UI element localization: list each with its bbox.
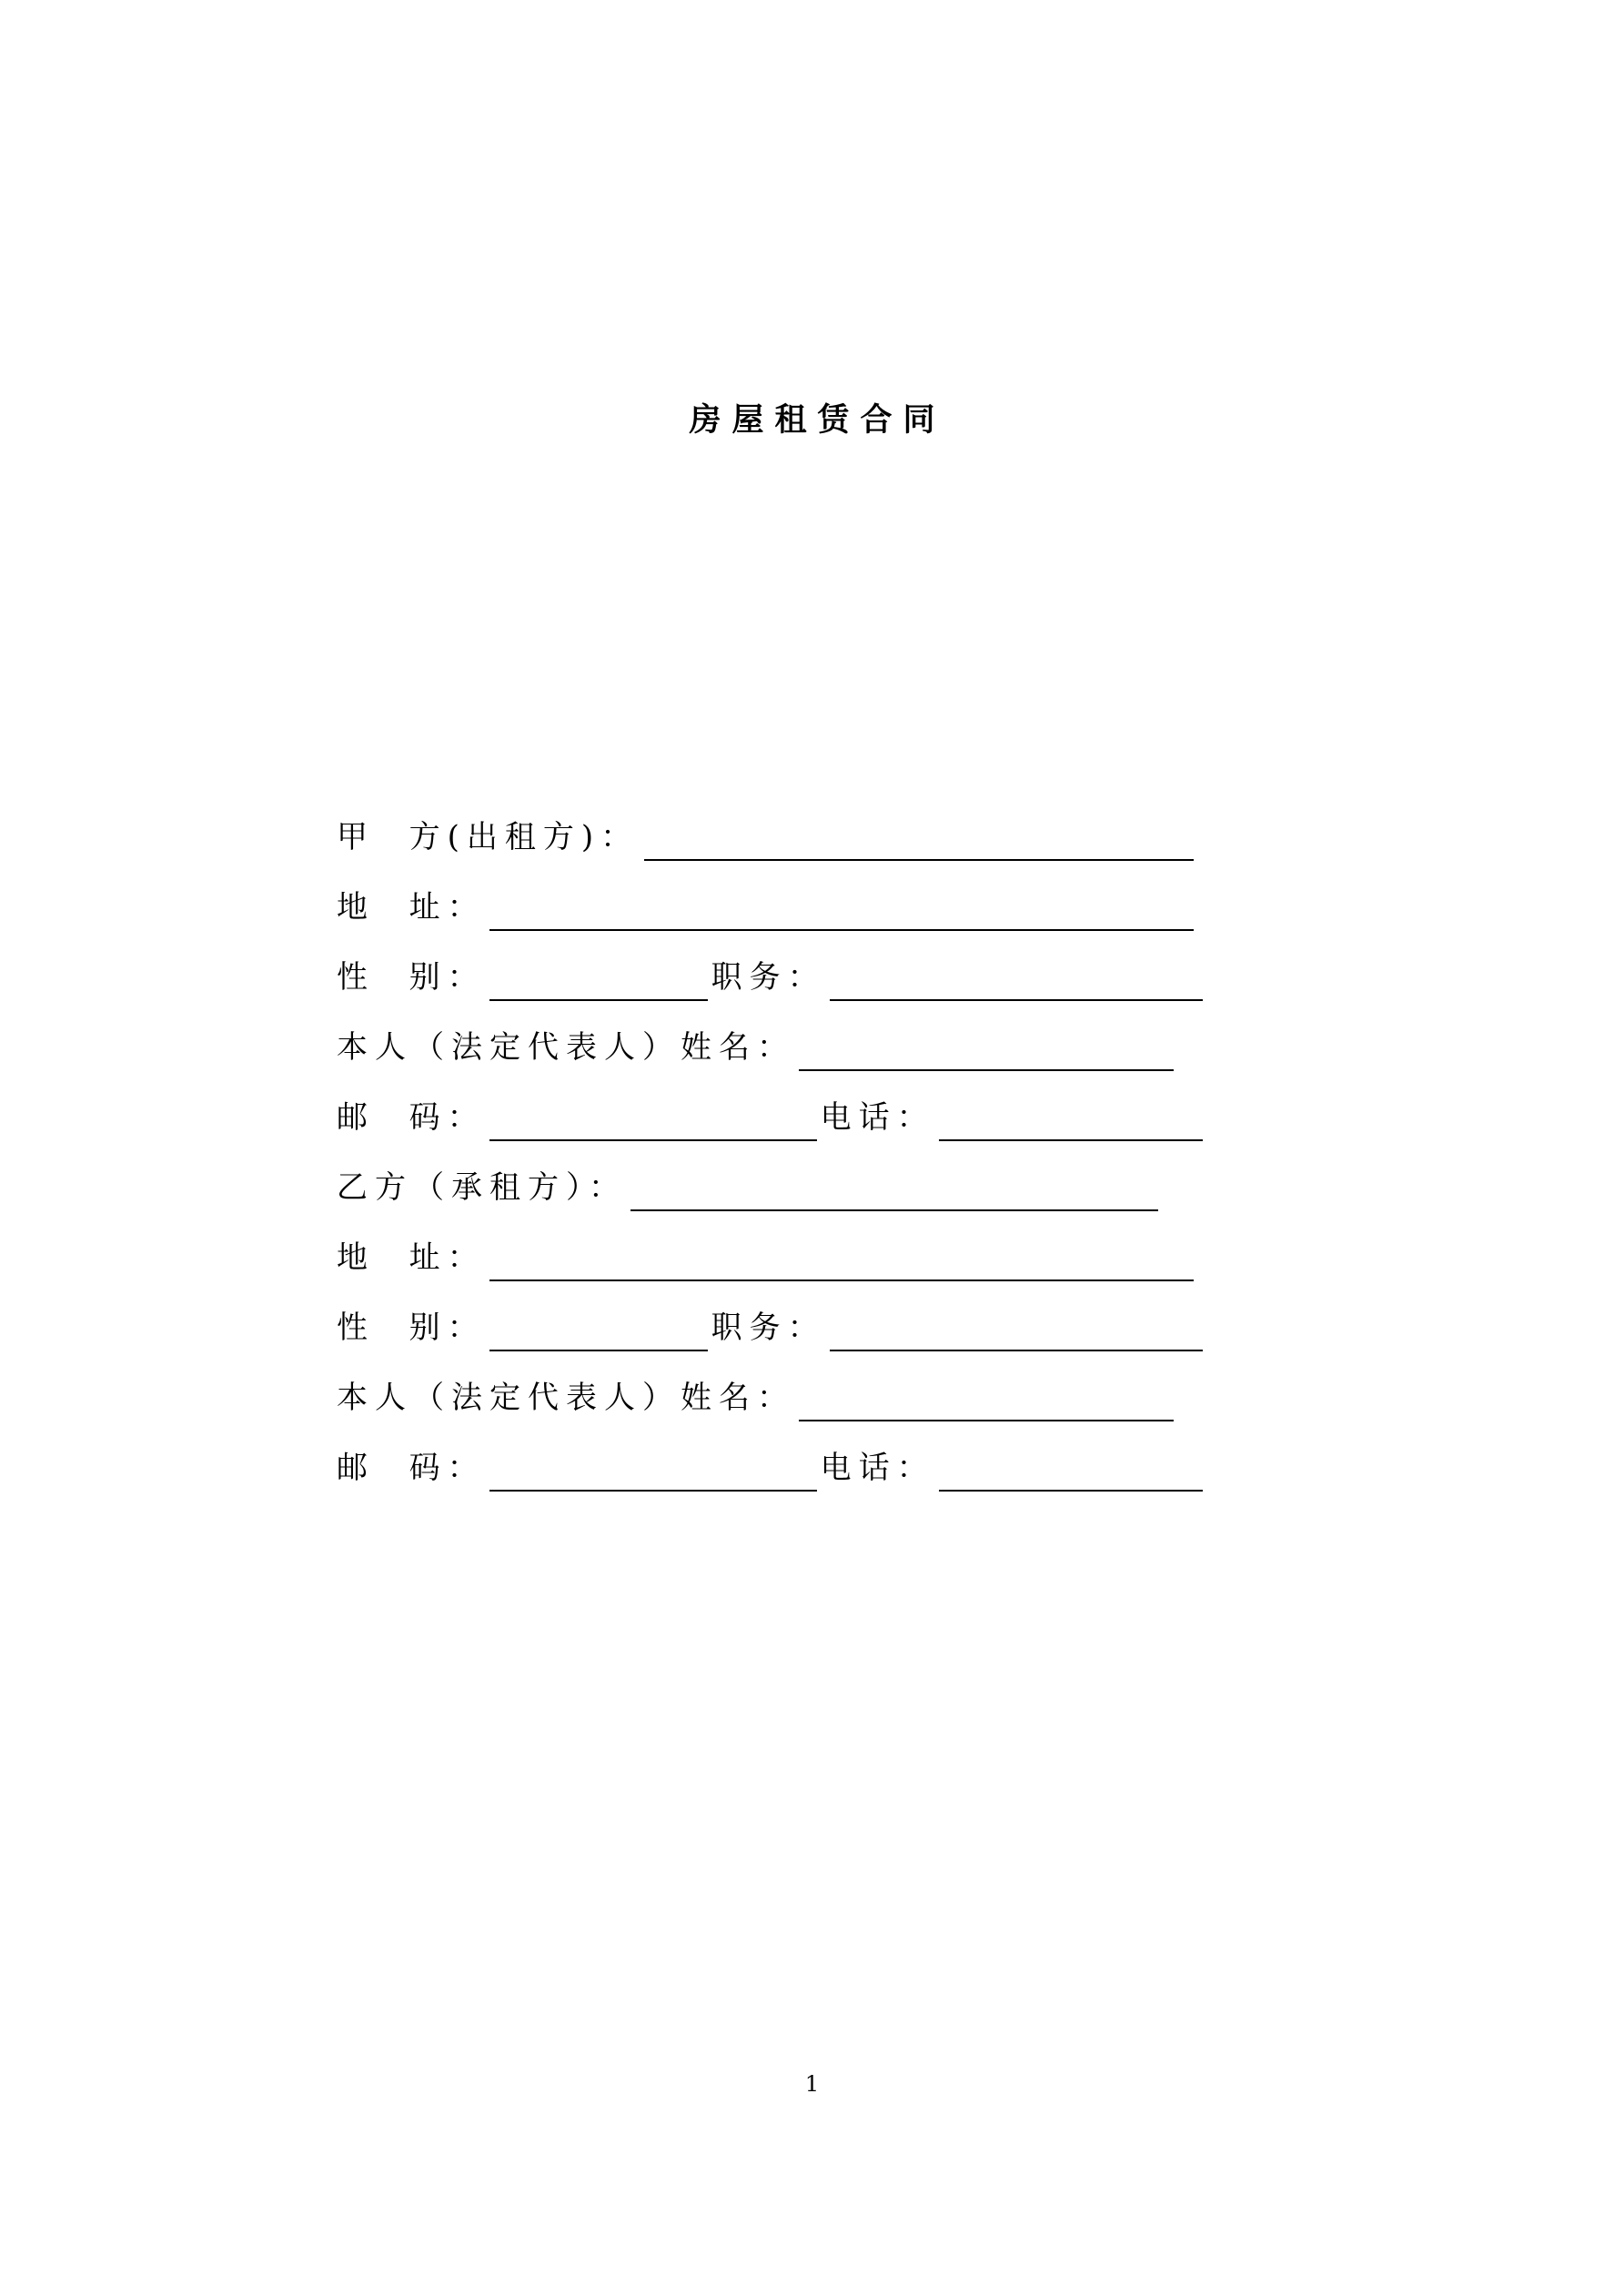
party-b-phone-label: 电话： (820, 1450, 935, 1486)
party-a-representative-row (337, 1020, 1174, 1071)
party-a-phone-field[interactable] (939, 1101, 1203, 1141)
party-a-name-field[interactable] (644, 821, 1194, 861)
party-b-representative-field[interactable] (799, 1381, 1174, 1421)
party-a-representative-field[interactable] (799, 1031, 1174, 1071)
party-b-representative-label: 本人（法定代表人）姓名： (337, 1380, 795, 1416)
party-a-position-field[interactable] (830, 961, 1203, 1001)
party-b-postcode-phone-row (337, 1441, 1203, 1492)
party-b-name-row (337, 1160, 1158, 1211)
party-a-postcode-phone-row (337, 1090, 1203, 1141)
party-a-phone-label: 电话： (820, 1099, 935, 1136)
party-a-gender-position-row (337, 950, 1203, 1001)
party-b-postcode-field[interactable] (489, 1451, 817, 1492)
party-a-representative-label: 本人（法定代表人）姓名： (337, 1029, 795, 1066)
party-a-name-row (337, 810, 1194, 861)
party-b-name-field[interactable] (630, 1171, 1158, 1211)
party-b-name-label: 乙方（承租方）： (337, 1169, 627, 1206)
party-a-postcode-field[interactable] (489, 1101, 817, 1141)
party-a-gender-label: 性 别： (337, 959, 486, 996)
party-a-position-label: 职务： (711, 959, 826, 996)
party-b-postcode-label: 邮 码： (337, 1450, 486, 1486)
party-a-address-label: 地 址： (337, 889, 486, 925)
party-b-gender-label: 性 别： (337, 1310, 486, 1346)
page-number: 1 (804, 2071, 820, 2097)
party-a-gender-field[interactable] (489, 961, 708, 1001)
party-a-postcode-label: 邮 码： (337, 1099, 486, 1136)
party-b-gender-position-row (337, 1300, 1203, 1351)
party-b-position-field[interactable] (830, 1311, 1203, 1351)
party-a-name-label: 甲 方(出租方)： (337, 819, 640, 855)
party-b-gender-field[interactable] (489, 1311, 708, 1351)
party-b-phone-field[interactable] (939, 1451, 1203, 1492)
party-a-address-row (337, 880, 1194, 931)
party-a-address-field[interactable] (489, 891, 1194, 931)
party-b-address-row (337, 1230, 1194, 1281)
party-b-position-label: 职务： (711, 1310, 826, 1346)
party-b-address-label: 地 址： (337, 1239, 486, 1276)
party-b-representative-row (337, 1371, 1174, 1421)
party-b-address-field[interactable] (489, 1241, 1194, 1281)
document-title: 房屋租赁合同 (689, 401, 946, 439)
